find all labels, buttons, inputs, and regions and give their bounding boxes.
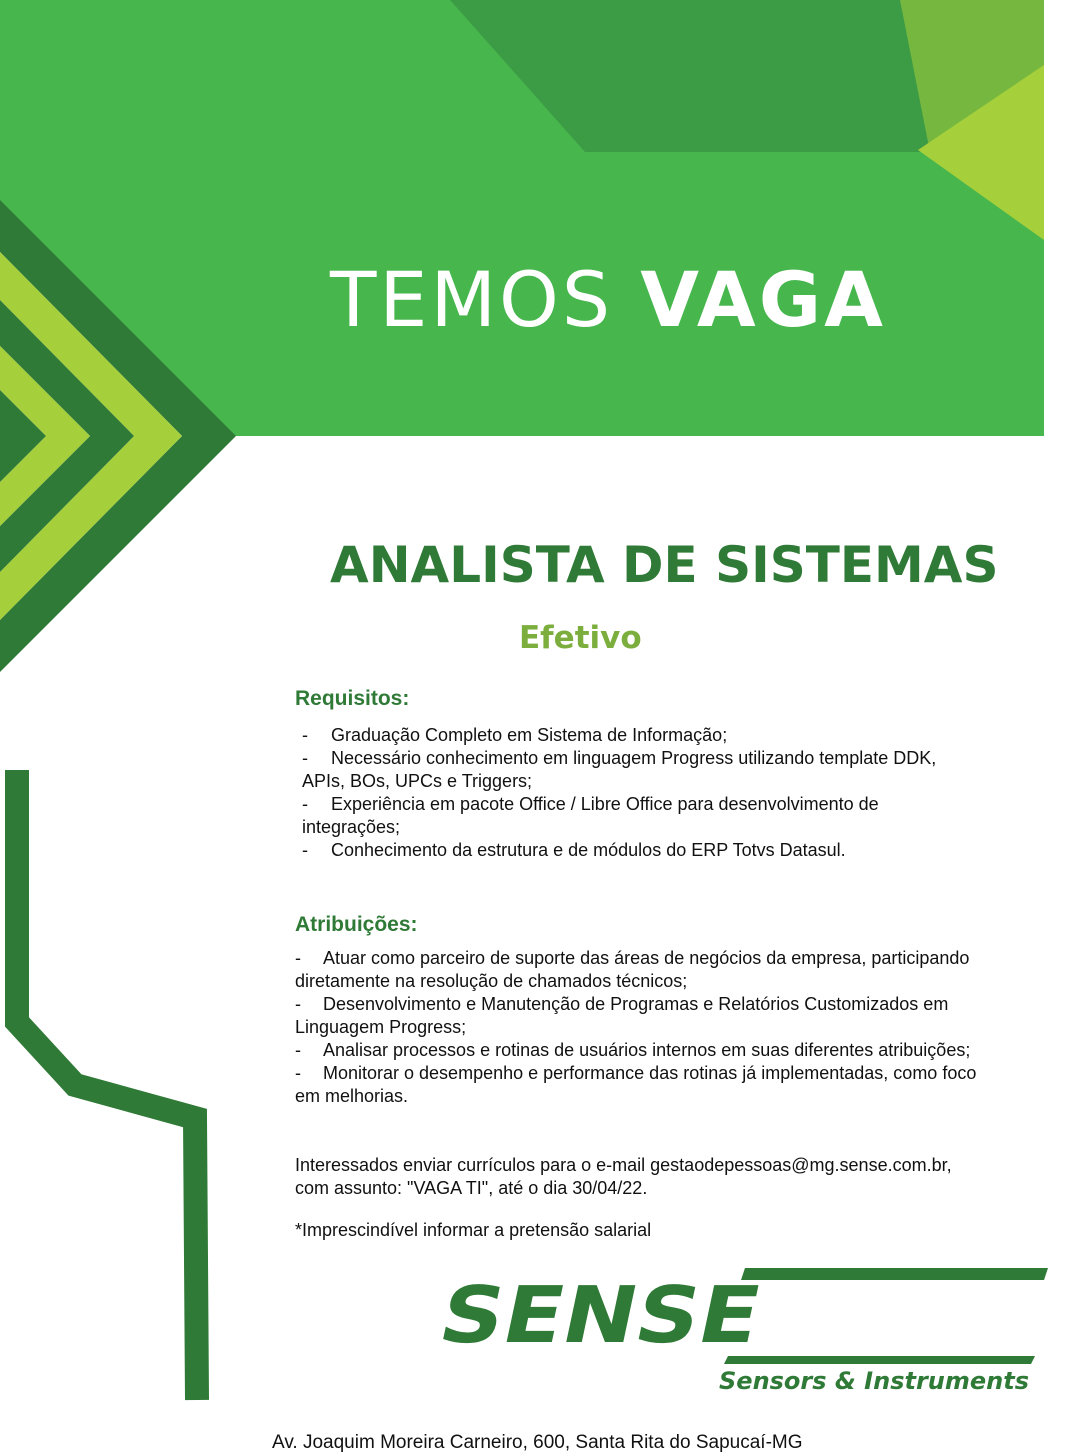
- contact-info: [295, 1154, 1055, 1200]
- job-title: ANALISTA DE SISTEMAS: [330, 536, 999, 594]
- sense-logo-wordmark: SENSE: [431, 1269, 736, 1361]
- list-item: - Atuar como parceiro de suporte das áreas de negócios da empresa, participando diretamente na resolução de chamados técnicos;: [295, 948, 970, 991]
- duties-heading: Atribuições:: [295, 913, 418, 936]
- list-item: - Experiência em pacote Office / Libre Office para desenvolvimento de integrações;: [302, 794, 879, 837]
- list-item: - Desenvolvimento e Manutenção de Programas e Relatórios Customizados em Linguagem Progress;: [295, 994, 949, 1037]
- sense-logo-graphic: [432, 1268, 1048, 1364]
- list-item: - Necessário conhecimento em linguagem Progress utilizando template DDK, APIs, BOs, UPCs e Triggers;: [302, 748, 937, 791]
- headline: [330, 255, 886, 344]
- list-item: - Graduação Completo em Sistema de Informação;: [302, 725, 728, 745]
- duties-list: [295, 947, 1065, 1108]
- list-item: - Conhecimento da estrutura e de módulos do ERP Totvs Datasul.: [302, 840, 846, 860]
- list-item: - Analisar processos e rotinas de usuários internos em suas diferentes atribuições;: [295, 1040, 971, 1060]
- contact-line-2: com assunto: "VAGA TI", até o dia 30/04/22.: [295, 1178, 648, 1198]
- headline-light: TEMOS: [330, 255, 614, 344]
- list-item: - Monitorar o desempenho e performance das rotinas já implementadas, como foco em melhorias.: [295, 1063, 977, 1106]
- contact-line-1: Interessados enviar currículos para o e-mail gestaodepessoas@mg.sense.com.br,: [295, 1155, 952, 1175]
- logo-tagline: Sensors & Instruments: [719, 1367, 1030, 1395]
- headline-bold: VAGA: [640, 255, 886, 344]
- job-type: Efetivo: [519, 620, 642, 656]
- salary-note: *Imprescindível informar a pretensão salarial: [295, 1220, 652, 1240]
- requirements-heading: Requisitos:: [295, 687, 410, 710]
- requirements-list: [302, 724, 1042, 862]
- zigzag-line: [17, 770, 197, 1400]
- footer-address: Av. Joaquim Moreira Carneiro, 600, Santa Rita do Sapucaí-MG: [272, 1432, 803, 1453]
